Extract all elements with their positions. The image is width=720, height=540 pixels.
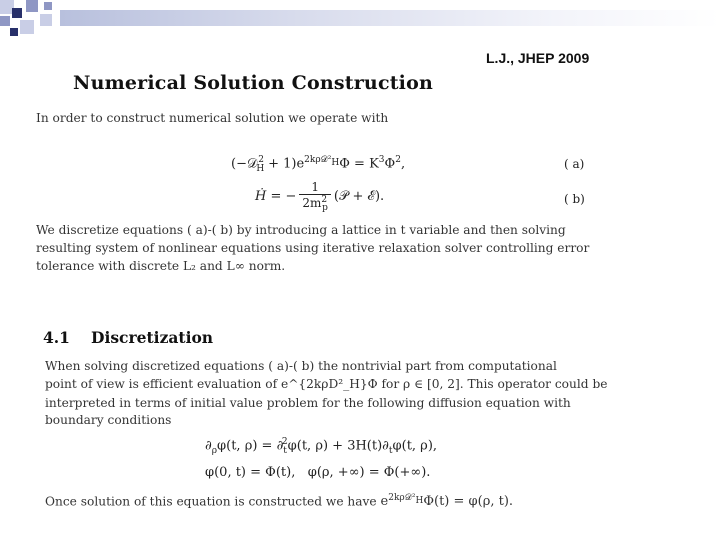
equation-a-label: ( a)	[564, 157, 585, 171]
conclusion-text: Once solution of this equation is constructed we have $e^{2k\rho 𝒟^2_H}\Phi(t) = \varphi(\rho$, t).	[45, 493, 514, 510]
decor-square	[10, 28, 18, 36]
diffusion-equation: $\partial_\rho\varphi(t$, $\rho) = \partial_t^2\varphi(t$, $\rho) + 3H(t)\partial_t\varphi(t$, ρ),	[205, 437, 438, 456]
discretize-line-2: resulting system of nonlinear equations using iterative relaxation solver controlling error	[36, 241, 590, 255]
section-heading	[43, 328, 213, 347]
discretization-line-4: boundary conditions	[45, 413, 172, 427]
decor-square	[40, 14, 52, 26]
boundary-conditions: φ(0, t) = Φ(t), φ(ρ, +∞) = Φ(+∞).	[205, 465, 431, 480]
section-number: 4.1	[43, 328, 70, 347]
slide-title: Numerical Solution Construction	[73, 72, 433, 94]
intro-text: In order to construct numerical solution we operate with	[36, 111, 389, 125]
decor-square	[26, 0, 38, 12]
discretize-line-3: tolerance with discrete L₂ and L∞ norm.	[36, 259, 286, 273]
discretization-line-3: interpreted in terms of initial value problem for the following diffusion equation with	[45, 396, 571, 410]
header-gradient-bar	[60, 10, 720, 26]
discretization-line-2: point of view is efficient evaluation of e^{2kρD²_H}Φ for ρ ∈ [0, 2]. This operator could be	[45, 377, 608, 391]
section-title: Discretization	[91, 328, 214, 347]
decor-square	[0, 16, 10, 26]
citation: L.J., JHEP 2009	[486, 50, 590, 66]
equation-b: Ḣ = − $\frac{1}{2m^2_p}$ (𝒫 + ℰ).	[255, 180, 385, 214]
decor-square	[20, 20, 34, 34]
decor-square	[12, 8, 22, 18]
conclusion-label: Once solution of this equation is constructed we have	[45, 494, 377, 509]
equation-b-label: ( b)	[564, 192, 585, 206]
discretize-line-1: We discretize equations ( a)-( b) by introducing a lattice in t variable and then solving	[36, 223, 566, 237]
equation-a: (−𝒟$_H^2$ + $1)e^{2k\rho 𝒟^2_H}\Phi = K^3\Phi^2$,	[231, 155, 406, 174]
discretization-line-1: When solving discretized equations ( a)-( b) the nontrivial part from computational	[45, 359, 557, 373]
decor-square	[44, 2, 52, 10]
